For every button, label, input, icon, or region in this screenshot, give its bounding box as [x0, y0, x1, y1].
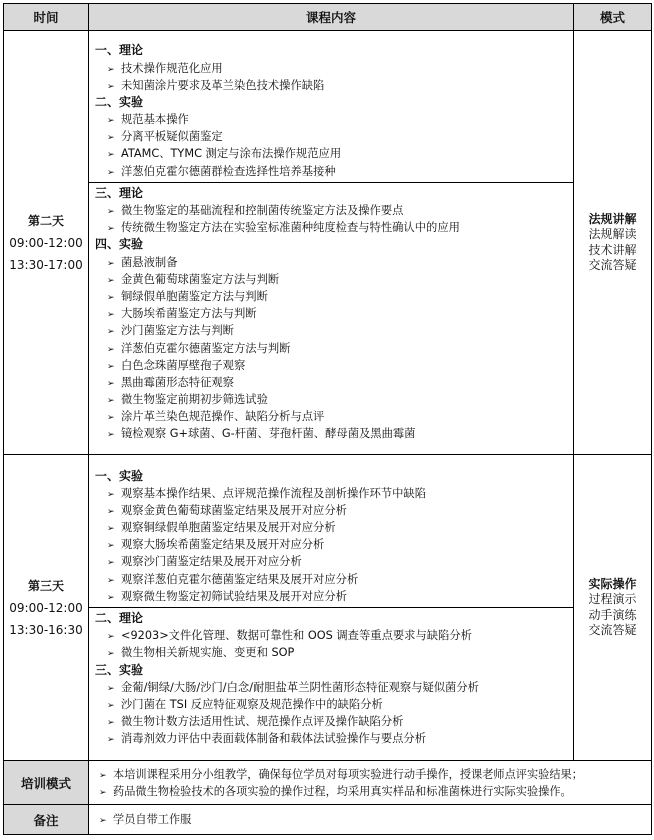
list-item-text: ATAMC、TYMC 测定与涂布法操作规范应用	[121, 147, 342, 161]
list-item	[95, 254, 567, 271]
section-title: 三、理论	[95, 185, 144, 200]
note-item	[89, 811, 651, 828]
day2-mode-line: 法规解读	[588, 227, 637, 241]
note-item-text: 本培训课程采用分小组教学，确保每位学员对每项实验进行动手操作，授课老师点评实验结果；	[113, 767, 583, 781]
list-item-text: 消毒剂效力评估中表面载体制备和载体法试验操作与要点分析	[121, 732, 427, 746]
list-item-text: 观察沙门菌鉴定结果及展开对应分析	[121, 555, 302, 569]
arrow-bullet-icon: ➢	[107, 150, 115, 161]
arrow-bullet-icon: ➢	[107, 649, 115, 660]
list-item	[95, 519, 567, 536]
list-item	[95, 485, 567, 502]
arrow-bullet-icon: ➢	[107, 361, 115, 372]
list-item-text: 微生物鉴定前期初步筛选试验	[121, 393, 268, 407]
section-title: 一、实验	[95, 468, 144, 483]
list-item	[95, 374, 567, 391]
day3-content-cell	[89, 455, 574, 761]
section-title: 一、理论	[95, 43, 144, 58]
arrow-bullet-icon: ➢	[107, 292, 115, 303]
list-item	[95, 696, 567, 713]
arrow-bullet-icon: ➢	[107, 683, 115, 694]
list-item	[95, 340, 567, 357]
note-item	[89, 766, 651, 783]
remarks-notes	[89, 805, 652, 835]
training-row	[4, 761, 652, 805]
content-block	[89, 182, 573, 445]
list-item	[95, 60, 567, 77]
list-item-text: 铜绿假单胞菌鉴定方法与判断	[121, 289, 268, 303]
header-mode: 模式	[574, 4, 652, 31]
list-item	[95, 145, 567, 162]
list-item-text: 大肠埃希菌鉴定方法与判断	[121, 307, 257, 321]
header-time: 时间	[4, 4, 89, 31]
list-item-text: 微生物计数方法适用性试、规范操作点评及操作缺陷分析	[121, 715, 404, 729]
day2-mode-cell	[574, 31, 652, 455]
day3-time-am: 09:00-12:00	[9, 600, 83, 615]
list-item-text: 菌悬液制备	[121, 255, 178, 269]
note-item-text: 药品微生物检验技术的各项实验的操作过程，均采用真实样品和标准菌株进行实际实验操作。	[113, 784, 572, 798]
arrow-bullet-icon: ➢	[99, 787, 107, 798]
arrow-bullet-icon: ➢	[107, 396, 115, 407]
arrow-bullet-icon: ➢	[107, 133, 115, 144]
day3-name: 第三天	[27, 578, 64, 593]
day3-mode-line: 交流答疑	[588, 623, 637, 637]
list-item	[95, 644, 567, 661]
arrow-bullet-icon: ➢	[107, 735, 115, 746]
arrow-bullet-icon: ➢	[99, 816, 107, 826]
header-content: 课程内容	[89, 4, 574, 31]
day2-mode-line: 技术讲解	[588, 242, 637, 257]
list-item	[95, 536, 567, 553]
arrow-bullet-icon: ➢	[107, 224, 115, 235]
list-item-text: 观察基本操作结果、点评规范操作流程及剖析操作环节中缺陷	[121, 486, 427, 500]
arrow-bullet-icon: ➢	[107, 575, 115, 586]
arrow-bullet-icon: ➢	[107, 258, 115, 269]
list-item	[95, 588, 567, 605]
list-item	[95, 357, 567, 374]
list-item	[95, 77, 567, 94]
day2-name: 第二天	[27, 213, 64, 228]
list-item-text: 观察金黄色葡萄球菌鉴定结果及展开对应分析	[121, 503, 347, 517]
arrow-bullet-icon: ➢	[107, 430, 115, 441]
arrow-bullet-icon: ➢	[107, 207, 115, 218]
list-item-text: 微生物鉴定的基础流程和控制菌传统鉴定方法及操作要点	[121, 204, 404, 218]
day3-mode-line: 过程演示	[588, 592, 637, 606]
arrow-bullet-icon: ➢	[107, 718, 115, 729]
day2-time-am: 09:00-12:00	[9, 235, 83, 250]
arrow-bullet-icon: ➢	[107, 344, 115, 355]
day2-mode-title: 法规讲解	[588, 211, 637, 226]
arrow-bullet-icon: ➢	[107, 592, 115, 603]
section-title: 三、实验	[95, 662, 144, 677]
arrow-bullet-icon: ➢	[107, 506, 115, 517]
arrow-bullet-icon: ➢	[107, 310, 115, 321]
day3-blocks	[89, 466, 573, 750]
day3-row	[4, 455, 652, 761]
list-item-text: 金葡/铜绿/大肠/沙门/白念/耐胆盐革兰阴性菌形态特征观察与疑似菌分析	[121, 680, 479, 694]
list-item-text: 沙门菌在 TSI 反应特征观察及规范操作中的缺陷分析	[121, 697, 383, 711]
day3-time-pm: 13:30-16:30	[9, 622, 83, 637]
list-item-text: 涂片革兰染色规范操作、缺陷分析与点评	[121, 410, 325, 424]
list-item	[95, 288, 567, 305]
list-item-text: 洋葱伯克霍尔德菌群检查选择性培养基接种	[121, 164, 336, 178]
list-item-text: 黑曲霉菌形态特征观察	[121, 375, 234, 389]
list-item-text: <9203>文件化管理、数据可靠性和 OOS 调查等重点要求与缺陷分析	[121, 629, 472, 643]
section-title: 二、理论	[95, 611, 144, 625]
arrow-bullet-icon: ➢	[107, 413, 115, 424]
list-item-text: 观察洋葱伯克霍尔德菌鉴定结果及展开对应分析	[121, 572, 359, 586]
day2-mode-line: 交流答疑	[588, 258, 637, 272]
note-item-text: 学员自带工作服	[113, 813, 192, 826]
arrow-bullet-icon: ➢	[107, 632, 115, 643]
day2-time-cell	[4, 31, 89, 455]
list-item	[95, 627, 567, 644]
list-item-text: 金黄色葡萄球菌鉴定方法与判断	[121, 272, 280, 286]
content-block	[89, 466, 573, 608]
day2-content-cell	[89, 31, 574, 455]
list-item-text: 观察微生物鉴定初筛试验结果及展开对应分析	[121, 589, 347, 603]
arrow-bullet-icon: ➢	[107, 378, 115, 389]
list-item	[95, 305, 567, 322]
arrow-bullet-icon: ➢	[107, 275, 115, 286]
arrow-bullet-icon: ➢	[107, 81, 115, 92]
arrow-bullet-icon: ➢	[99, 770, 107, 781]
list-item	[95, 391, 567, 408]
day3-time-cell	[4, 455, 89, 761]
list-item	[95, 730, 567, 747]
list-item-text: 镜检观察 G+球菌、G-杆菌、芽孢杆菌、酵母菌及黑曲霉菌	[121, 427, 416, 441]
training-notes	[89, 761, 652, 805]
remarks-row	[4, 805, 652, 835]
list-item	[95, 322, 567, 339]
list-item-text: 传统微生物鉴定方法在实验室标准菌种纯度检查与特性确认中的应用	[121, 221, 460, 235]
list-item	[95, 271, 567, 288]
content-block	[89, 40, 573, 182]
course-schedule-table	[3, 3, 652, 835]
arrow-bullet-icon: ➢	[107, 167, 115, 178]
training-label: 培训模式	[4, 761, 89, 805]
list-item-text: 洋葱伯克霍尔德菌鉴定方法与判断	[121, 341, 291, 355]
list-item-text: 未知菌涂片要求及革兰染色技术操作缺陷	[121, 78, 325, 92]
arrow-bullet-icon: ➢	[107, 541, 115, 552]
list-item-text: 沙门菌鉴定方法与判断	[121, 324, 234, 338]
day2-row	[4, 31, 652, 455]
remarks-label: 备注	[4, 805, 89, 835]
list-item	[95, 502, 567, 519]
list-item	[95, 128, 567, 145]
day3-mode-title: 实际操作	[588, 576, 637, 591]
list-item	[95, 111, 567, 128]
list-item-text: 观察铜绿假单胞菌鉴定结果及展开对应分析	[121, 521, 336, 535]
section-title: 二、实验	[95, 94, 144, 109]
arrow-bullet-icon: ➢	[107, 64, 115, 75]
day3-mode-line: 动手演练	[588, 607, 637, 622]
list-item-text: 观察大肠埃希菌鉴定结果及展开对应分析	[121, 538, 325, 552]
note-item	[89, 783, 651, 800]
section-title: 四、实验	[95, 237, 144, 252]
day3-mode-cell	[574, 455, 652, 761]
arrow-bullet-icon: ➢	[107, 116, 115, 127]
list-item-text: 微生物相关新规实施、变更和 SOP	[121, 646, 295, 660]
day2-time-pm: 13:30-17:00	[9, 257, 83, 272]
list-item	[95, 202, 567, 219]
arrow-bullet-icon: ➢	[107, 558, 115, 569]
arrow-bullet-icon: ➢	[107, 700, 115, 711]
list-item-text: 分离平板疑似菌鉴定	[121, 130, 223, 144]
list-item	[95, 425, 567, 442]
arrow-bullet-icon: ➢	[107, 524, 115, 535]
list-item	[95, 163, 567, 180]
arrow-bullet-icon: ➢	[107, 489, 115, 500]
header-row	[4, 4, 652, 31]
list-item	[95, 219, 567, 236]
arrow-bullet-icon: ➢	[107, 327, 115, 338]
list-item	[95, 553, 567, 570]
list-item-text: 白色念珠菌厚壁孢子观察	[121, 358, 246, 372]
list-item	[95, 571, 567, 588]
day2-blocks	[89, 40, 573, 444]
list-item-text: 技术操作规范化应用	[121, 61, 223, 75]
list-item	[95, 408, 567, 425]
list-item	[95, 679, 567, 696]
content-block	[89, 607, 573, 750]
list-item	[95, 713, 567, 730]
list-item-text: 规范基本操作	[121, 113, 189, 127]
